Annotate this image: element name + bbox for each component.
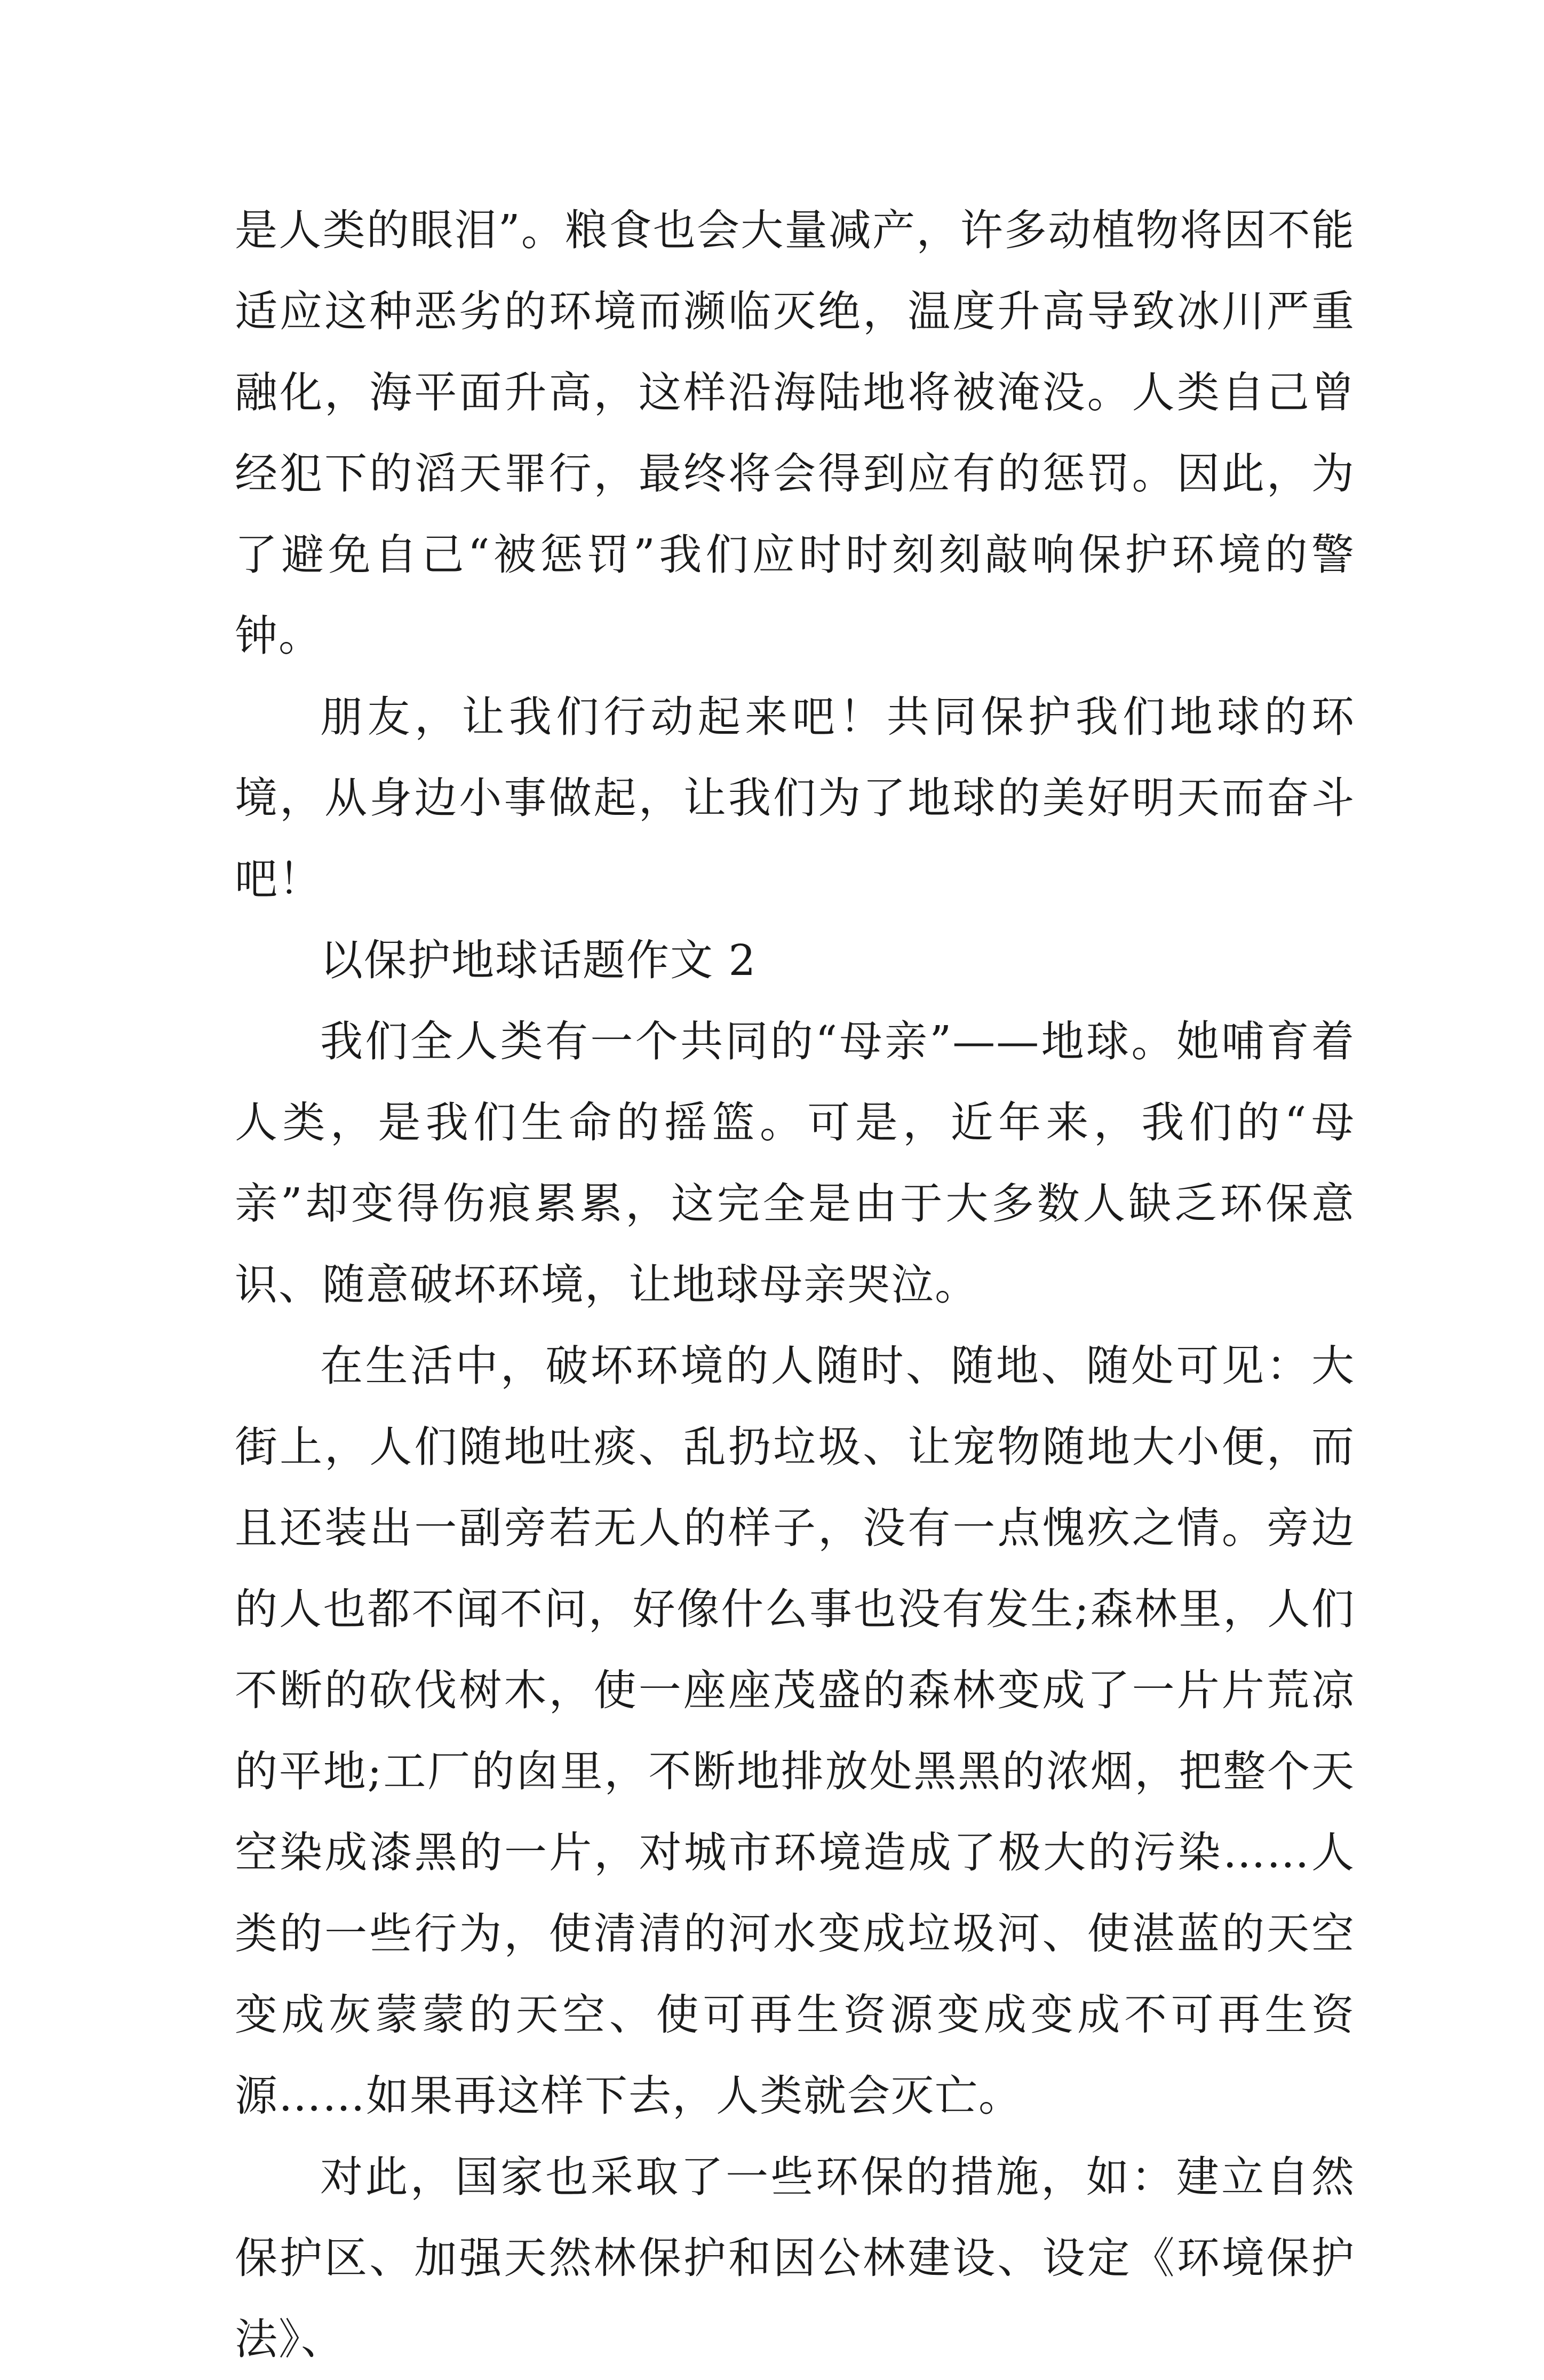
paragraph-4: 在生活中，破坏环境的人随时、随地、随处可见：大街上，人们随地吐痰、乱扔垃圾、让宠物随地大小便，而且还装出一副旁若无人的样子，没有一点愧疚之情。旁边的人也都不闻不问，好像什么事也没有发生;森林里，人们不断的砍伐树木，使一座座茂盛的森林变成了一片片荒凉的平地;工厂的囱里，不断地排放处黑黑的浓烟，把整个天空染成漆黑的一片，对城市环境造成了极大的污染……人类的一些行为，使清清的河水变成垃圾河、使湛蓝的天空变成灰蒙蒙的天空、使可再生资源变成变成不可再生资源……如果再这样下去，人类就会灭亡。	[235, 1341, 1355, 2121]
paragraph-5: 对此，国家也采取了一些环保的措施，如：建立自然保护区、加强天然林保护和因公林建设、设定《环境保护法》、	[235, 2152, 1355, 2364]
paragraph-1: 是人类的眼泪”。粮食也会大量减产，许多动植物将因不能适应这种恶劣的环境而濒临灭绝，温度升高导致冰川严重融化，海平面升高，这样沿海陆地将被淹没。人类自己曾经犯下的滔天罪行，最终将会得到应有的惩罚。因此，为了避免自己“被惩罚”我们应时时刻刻敲响保护环境的警钟。	[235, 205, 1355, 661]
paragraph-2: 朋友，让我们行动起来吧！共同保护我们地球的环境，从身边小事做起，让我们为了地球的美好明天而奋斗吧！	[235, 692, 1355, 904]
body-text	[235, 190, 1355, 2380]
paragraph-3: 我们全人类有一个共同的“母亲”——地球。她哺育着人类，是我们生命的摇篮。可是，近年来，我们的“母亲”却变得伤痕累累，这完全是由于大多数人缺乏环保意识、随意破坏环境，让地球母亲哭泣。	[235, 1017, 1355, 1310]
essay-heading: 以保护地球话题作文 2	[320, 935, 757, 985]
